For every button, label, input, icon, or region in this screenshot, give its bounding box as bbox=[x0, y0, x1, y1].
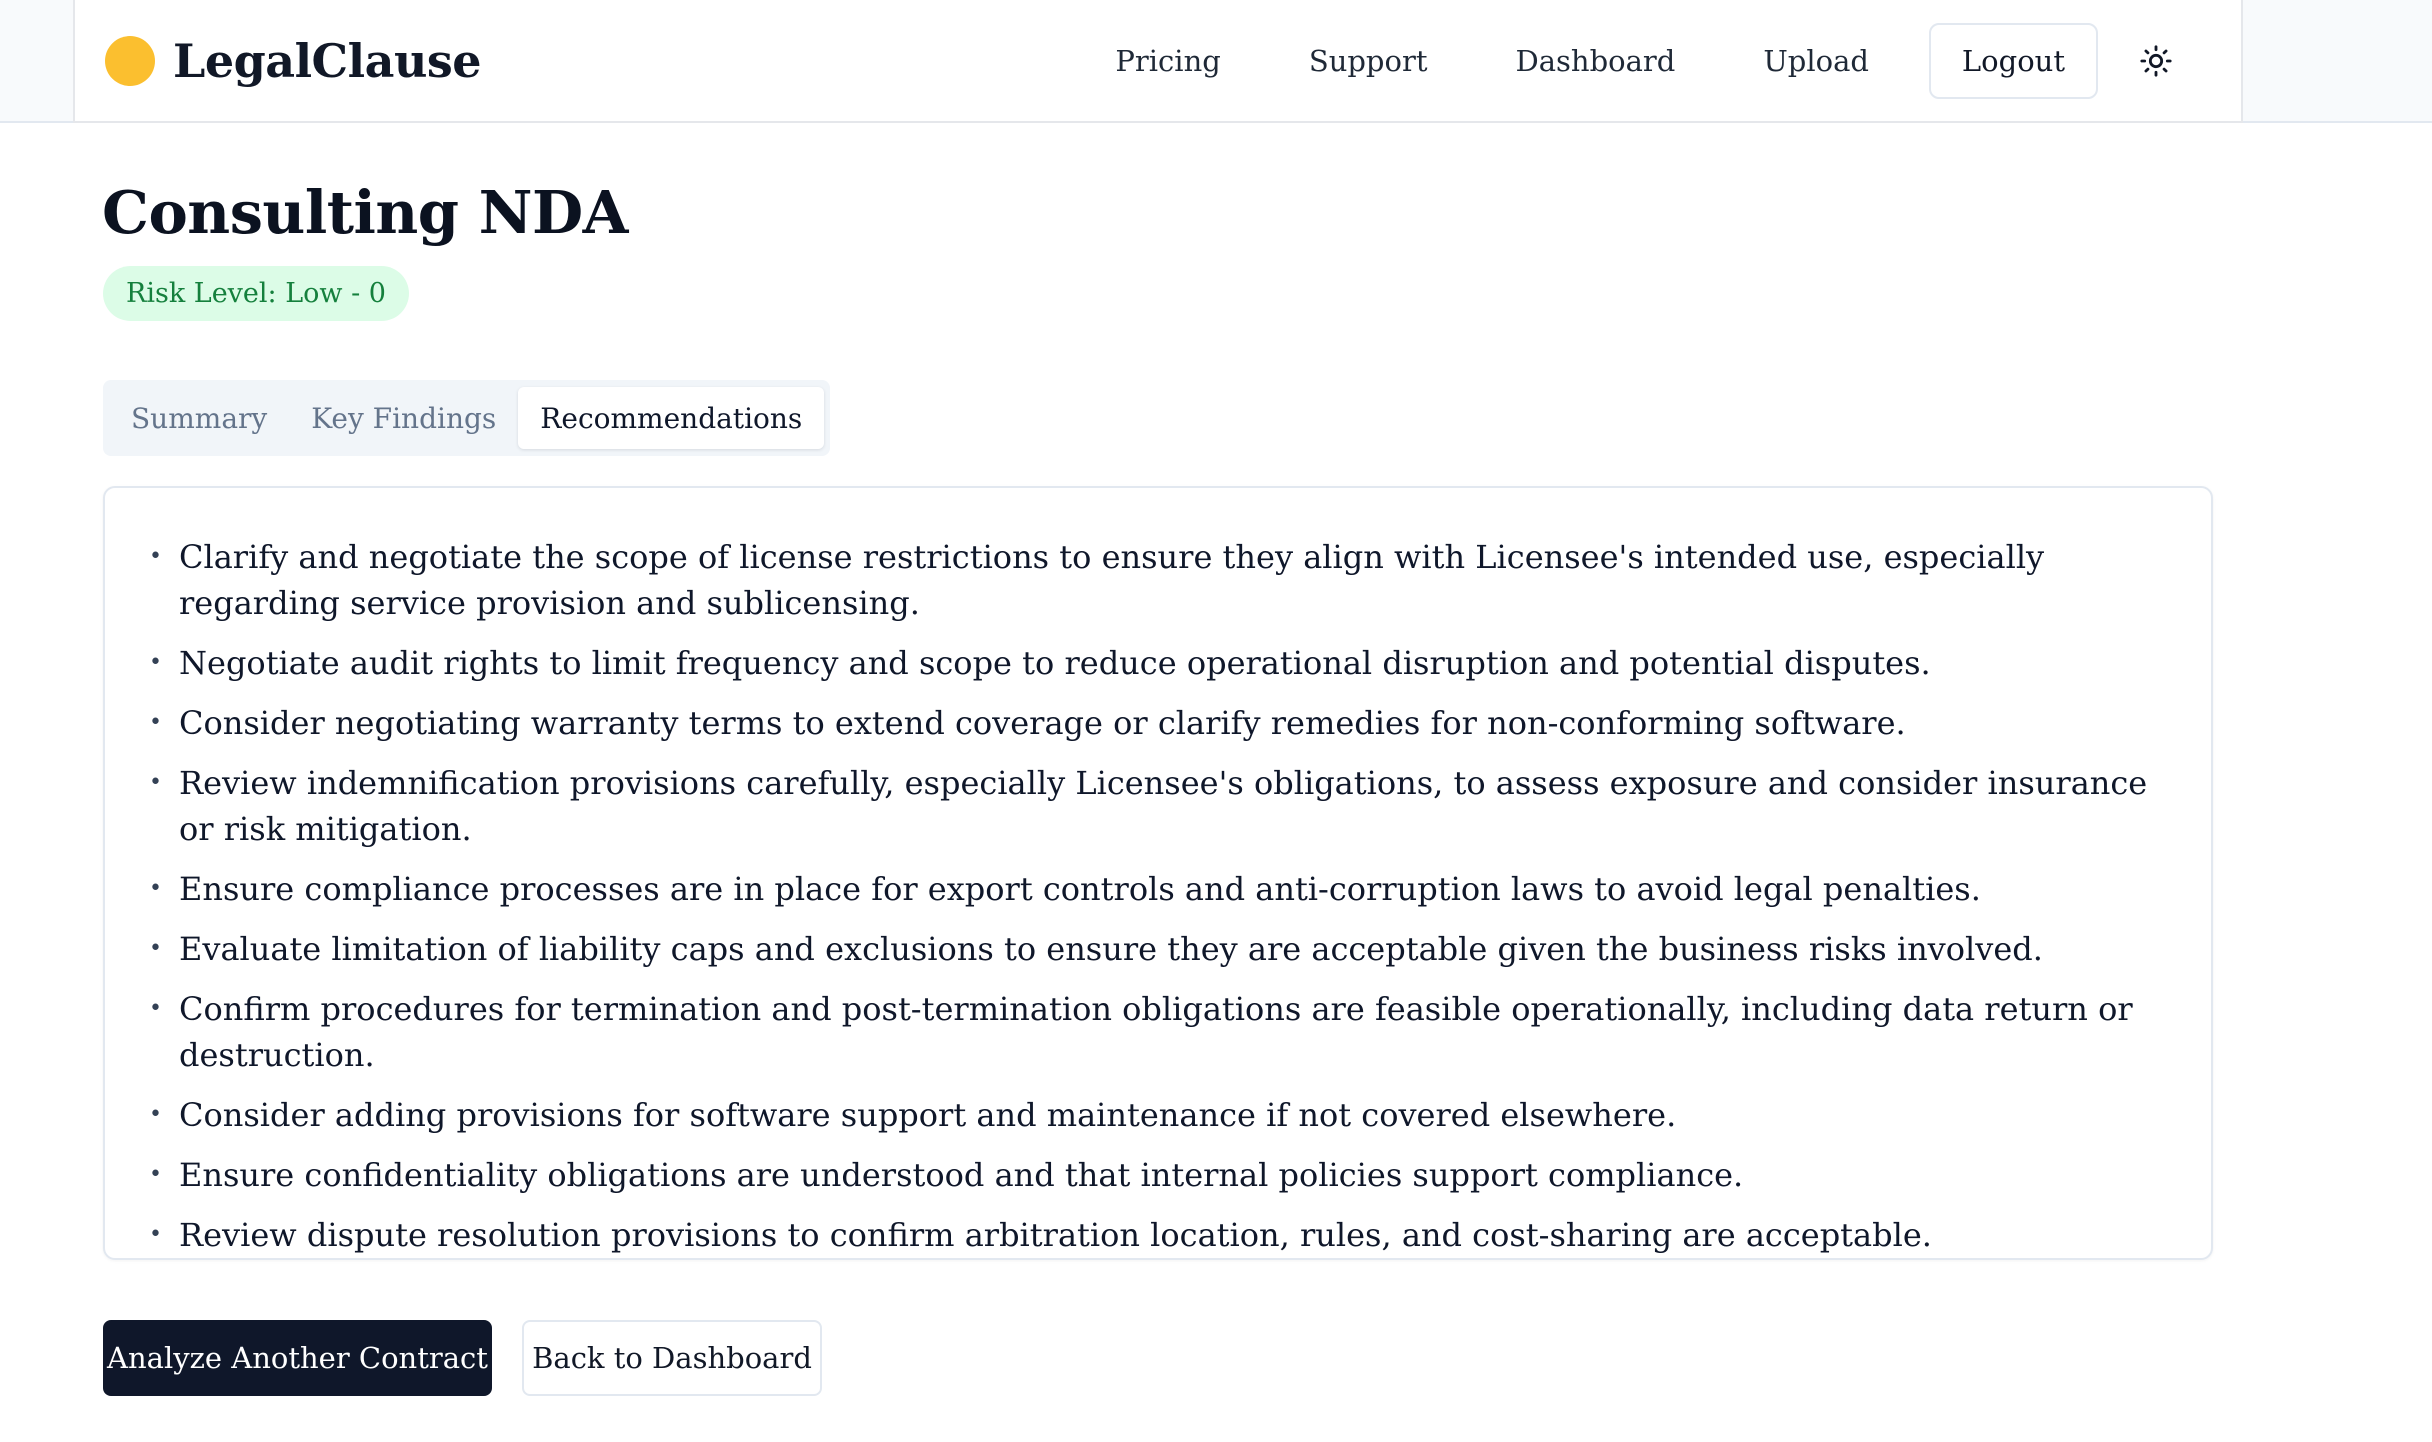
tab-summary[interactable]: Summary bbox=[131, 401, 268, 435]
nav-dashboard[interactable]: Dashboard bbox=[1515, 44, 1676, 78]
tab-recommendations[interactable]: Recommendations bbox=[518, 387, 824, 449]
list-item: • Ensure confidentiality obligations are understood and that internal policies support compliance. bbox=[149, 1152, 2159, 1198]
list-item: • Evaluate limitation of liability caps and exclusions to ensure they are acceptable given the business risks involved. bbox=[149, 926, 2159, 972]
list-item: • Review dispute resolution provisions to confirm arbitration location, rules, and cost-sharing are acceptable. bbox=[149, 1212, 2159, 1258]
sun-icon bbox=[2139, 44, 2173, 78]
brand-logo-link[interactable] bbox=[105, 30, 481, 92]
report-tabs bbox=[103, 380, 830, 456]
brand-logo-icon bbox=[105, 36, 155, 86]
nav-upload[interactable]: Upload bbox=[1763, 44, 1869, 78]
theme-toggle-button[interactable] bbox=[2126, 31, 2186, 91]
list-item: • Consider negotiating warranty terms to extend coverage or clarify remedies for non-conforming software. bbox=[149, 700, 2159, 746]
main-nav bbox=[1071, 22, 2186, 100]
list-item: • Negotiate audit rights to limit frequency and scope to reduce operational disruption and potential disputes. bbox=[149, 640, 2159, 686]
risk-level-badge: Risk Level: Low - 0 bbox=[103, 266, 409, 321]
list-item: • Confirm procedures for termination and post-termination obligations are feasible operationally, including data return or destruction. bbox=[149, 986, 2159, 1078]
list-item: • Review indemnification provisions carefully, especially Licensee's obligations, to assess exposure and consider insurance or risk mitigation. bbox=[149, 760, 2159, 852]
tab-key-findings[interactable]: Key Findings bbox=[311, 401, 497, 435]
brand-name: LegalClause bbox=[173, 34, 482, 88]
recommendations-panel bbox=[103, 486, 2213, 1260]
back-to-dashboard-button[interactable]: Back to Dashboard bbox=[522, 1320, 822, 1396]
page-title: Consulting NDA bbox=[102, 178, 628, 247]
analyze-another-contract-button[interactable]: Analyze Another Contract bbox=[103, 1320, 492, 1396]
list-item: • Clarify and negotiate the scope of license restrictions to ensure they align with Licensee's intended use, especially regarding service provision and sublicensing. bbox=[149, 534, 2159, 626]
logout-button[interactable]: Logout bbox=[1929, 23, 2098, 99]
recommendations-list bbox=[149, 534, 2159, 1272]
list-item: • Ensure compliance processes are in place for export controls and anti-corruption laws to avoid legal penalties. bbox=[149, 866, 2159, 912]
site-header bbox=[73, 0, 2243, 123]
list-item: • Consider adding provisions for software support and maintenance if not covered elsewhere. bbox=[149, 1092, 2159, 1138]
nav-pricing[interactable]: Pricing bbox=[1115, 44, 1221, 78]
nav-support[interactable]: Support bbox=[1308, 44, 1428, 78]
